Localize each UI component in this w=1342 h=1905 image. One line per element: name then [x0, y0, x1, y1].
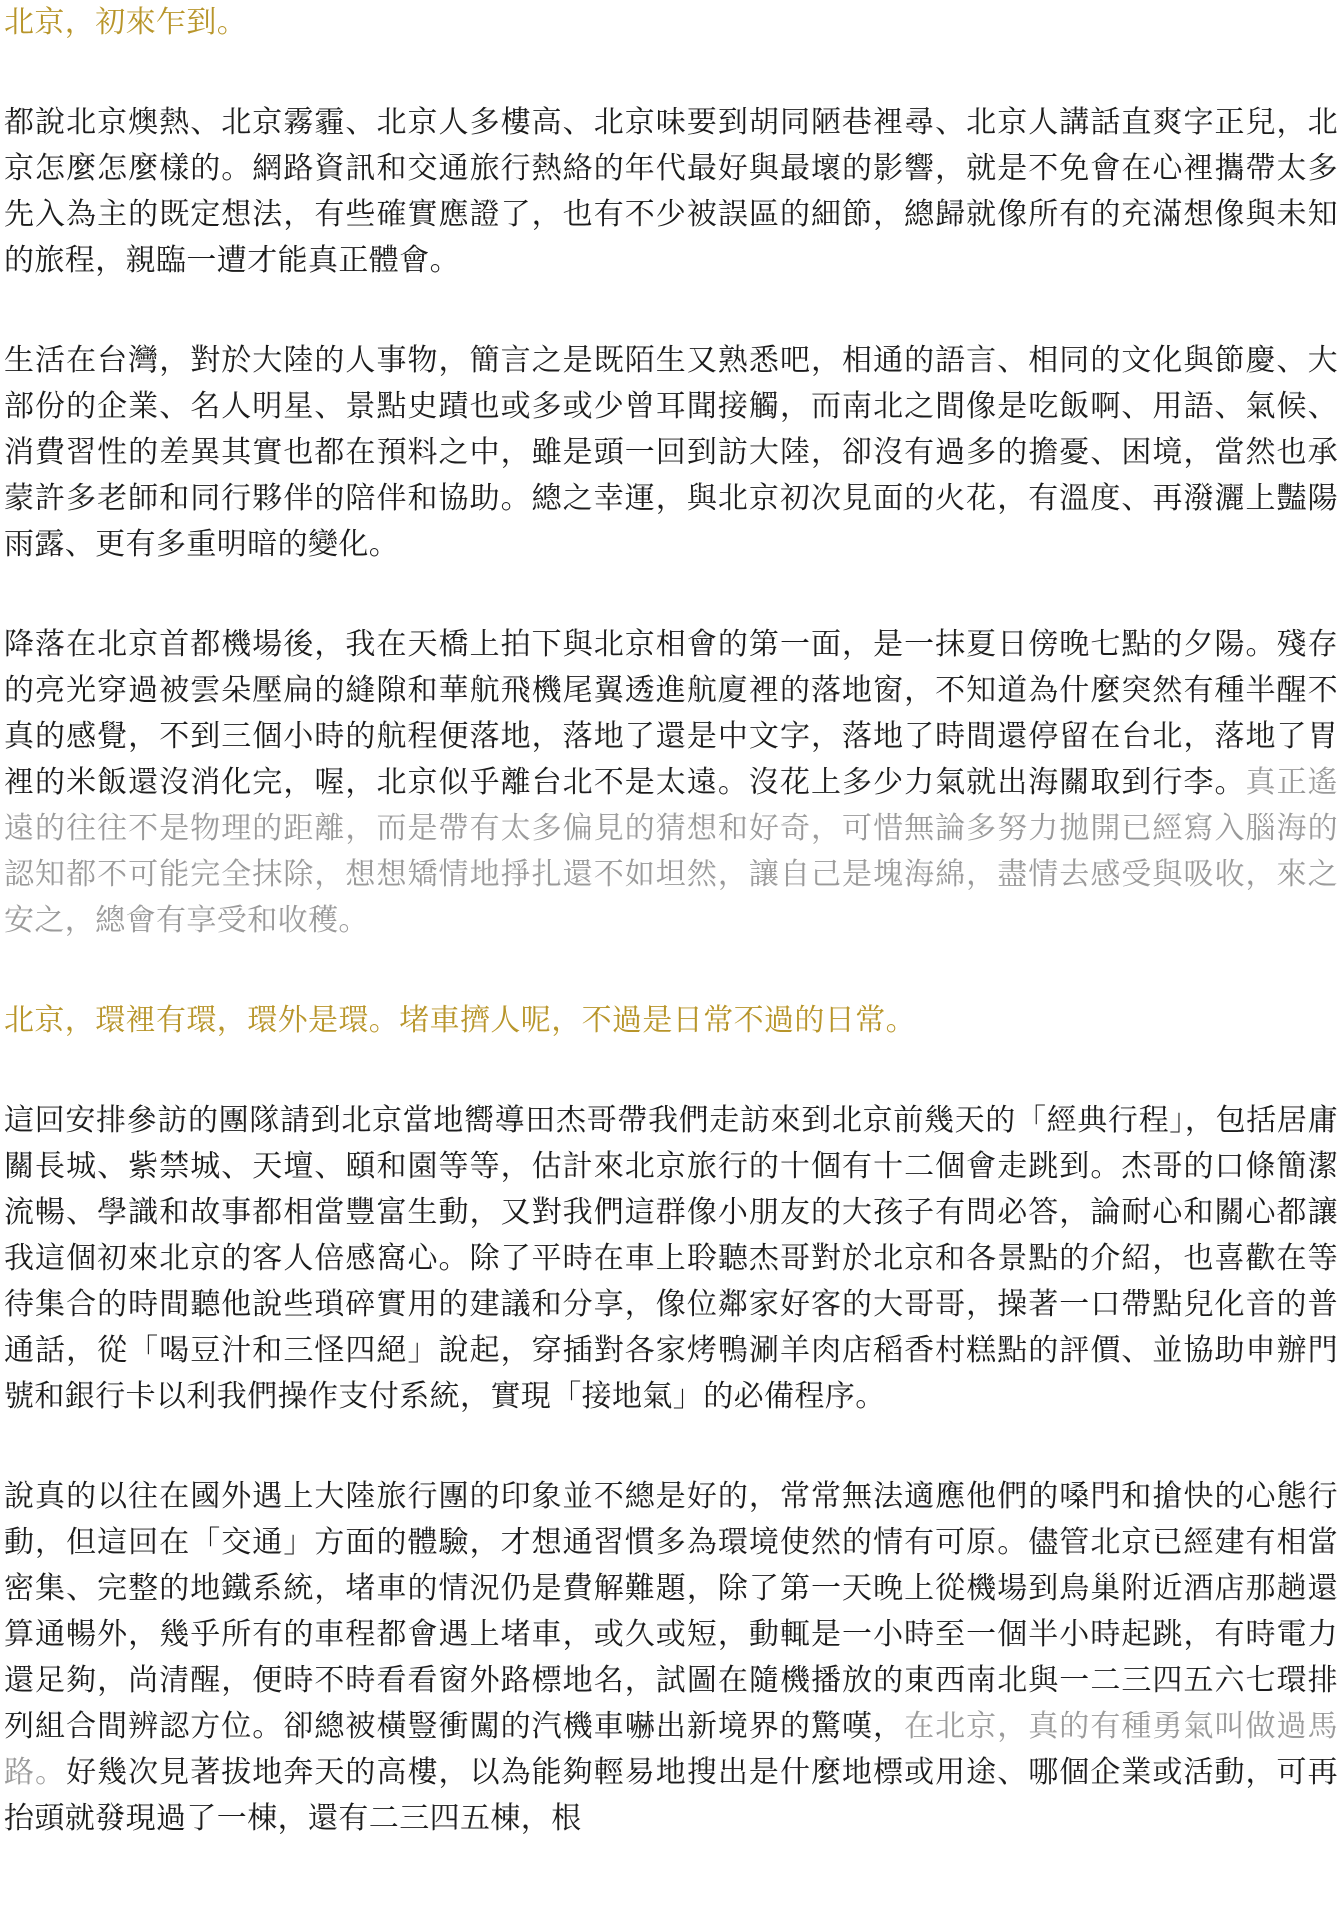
- traffic-text-part1: 說真的以往在國外遇上大陸旅行團的印象並不總是好的，常常無法適應他們的嗓門和搶快的心態行動，但這回在「交通」方面的體驗，才想通習慣多為環境使然的情有可原。儘管北京已經建有相當密集、完整的地鐵系統，堵車的情況仍是費解難題，除了第一天晚上從機場到鳥巢附近酒店那趟還算通暢外，幾乎所有的車程都會遇上堵車，或久或短，動輒是一小時至一個半小時起跳，有時電力還足夠，尚清醒，便時不時看看窗外路標地名，試圖在隨機播放的東西南北與一二三四五六七環排列組合間辨認方位。卻總被橫豎衝闖的汽機車嚇出新境界的驚嘆，: [4, 1479, 1338, 1744]
- traffic-quote: 在北京，真的有種勇氣叫做過馬路。: [4, 1709, 1338, 1790]
- article-body: [4, 0, 1338, 1842]
- paragraph-guide: 這回安排參訪的團隊請到北京當地嚮導田杰哥帶我們走訪來到北京前幾天的「經典行程」，包括居庸關長城、紫禁城、天壇、頤和園等等，估計來北京旅行的十個有十二個會走跳到。杰哥的口條簡潔流暢、學識和故事都相當豐富生動，又對我們這群像小朋友的大孩子有問必答，論耐心和關心都讓我這個初來北京的客人倍感窩心。除了平時在車上聆聽杰哥對於北京和各景點的介紹，也喜歡在等待集合的時間聽他說些瑣碎實用的建議和分享，像位鄰家好客的大哥哥，操著一口帶點兒化音的普通話，從「喝豆汁和三怪四絕」說起，穿插對各家烤鴨涮羊肉店稻香村糕點的評價、並協助申辦門號和銀行卡以利我們操作支付系統，實現「接地氣」的必備程序。: [4, 1103, 1338, 1414]
- section-heading-traffic: 北京，環裡有環，環外是環。堵車擠人呢，不過是日常不過的日常。: [4, 1003, 916, 1038]
- landing-quote: 真正遙遠的往往不是物理的距離，而是帶有太多偏見的猜想和好奇，可惜無論多努力拋開已經寫入腦海的認知都不可能完全抹除，想想矯情地掙扎還不如坦然，讓自己是塊海綿，盡情去感受與吸收，來之安之，總會有享受和收穫。: [4, 765, 1339, 938]
- paragraph-gap: [4, 944, 1338, 998]
- landing-text: 降落在北京首都機場後，我在天橋上拍下與北京相會的第一面，是一抹夏日傍晚七點的夕陽。殘存的亮光穿過被雲朵壓扁的縫隙和華航飛機尾翼透進航廈裡的落地窗，不知道為什麼突然有種半醒不真的感覺，不到三個小時的航程便落地，落地了還是中文字，落地了時間還停留在台北，落地了胃裡的米飯還沒消化完，喔，北京似乎離台北不是太遠。沒花上多少力氣就出海關取到行李。: [4, 627, 1338, 800]
- paragraph-gap: [4, 568, 1338, 622]
- section-heading-arrival: 北京，初來乍到。: [4, 5, 248, 40]
- paragraph-traffic: [4, 1474, 1338, 1842]
- paragraph-gap: [4, 284, 1338, 338]
- paragraph-landing: [4, 622, 1338, 944]
- paragraph-gap: [4, 1420, 1338, 1474]
- paragraph-impressions: 都說北京燠熱、北京霧霾、北京人多樓高、北京味要到胡同陋巷裡尋、北京人講話直爽字正兒，北京怎麼怎麼樣的。網路資訊和交通旅行熱絡的年代最好與最壞的影響，就是不免會在心裡攜帶太多先入為主的既定想法，有些確實應證了，也有不少被誤區的細節，總歸就像所有的充滿想像與未知的旅程，親臨一遭才能真正體會。: [4, 105, 1338, 278]
- paragraph-gap: [4, 46, 1338, 100]
- paragraph-gap: [4, 1044, 1338, 1098]
- paragraph-taiwan-perspective: 生活在台灣，對於大陸的人事物，簡言之是既陌生又熟悉吧，相通的語言、相同的文化與節慶、大部份的企業、名人明星、景點史蹟也或多或少曾耳聞接觸，而南北之間像是吃飯啊、用語、氣候、消費習性的差異其實也都在預料之中，雖是頭一回到訪大陸，卻沒有過多的擔憂、困境，當然也承蒙許多老師和同行夥伴的陪伴和協助。總之幸運，與北京初次見面的火花，有溫度、再潑灑上豔陽雨露、更有多重明暗的變化。: [4, 343, 1338, 562]
- traffic-text-part2: 好幾次見著拔地奔天的高樓，以為能夠輕易地搜出是什麼地標或用途、哪個企業或活動，可再抬頭就發現過了一棟，還有二三四五棟，根: [4, 1755, 1338, 1836]
